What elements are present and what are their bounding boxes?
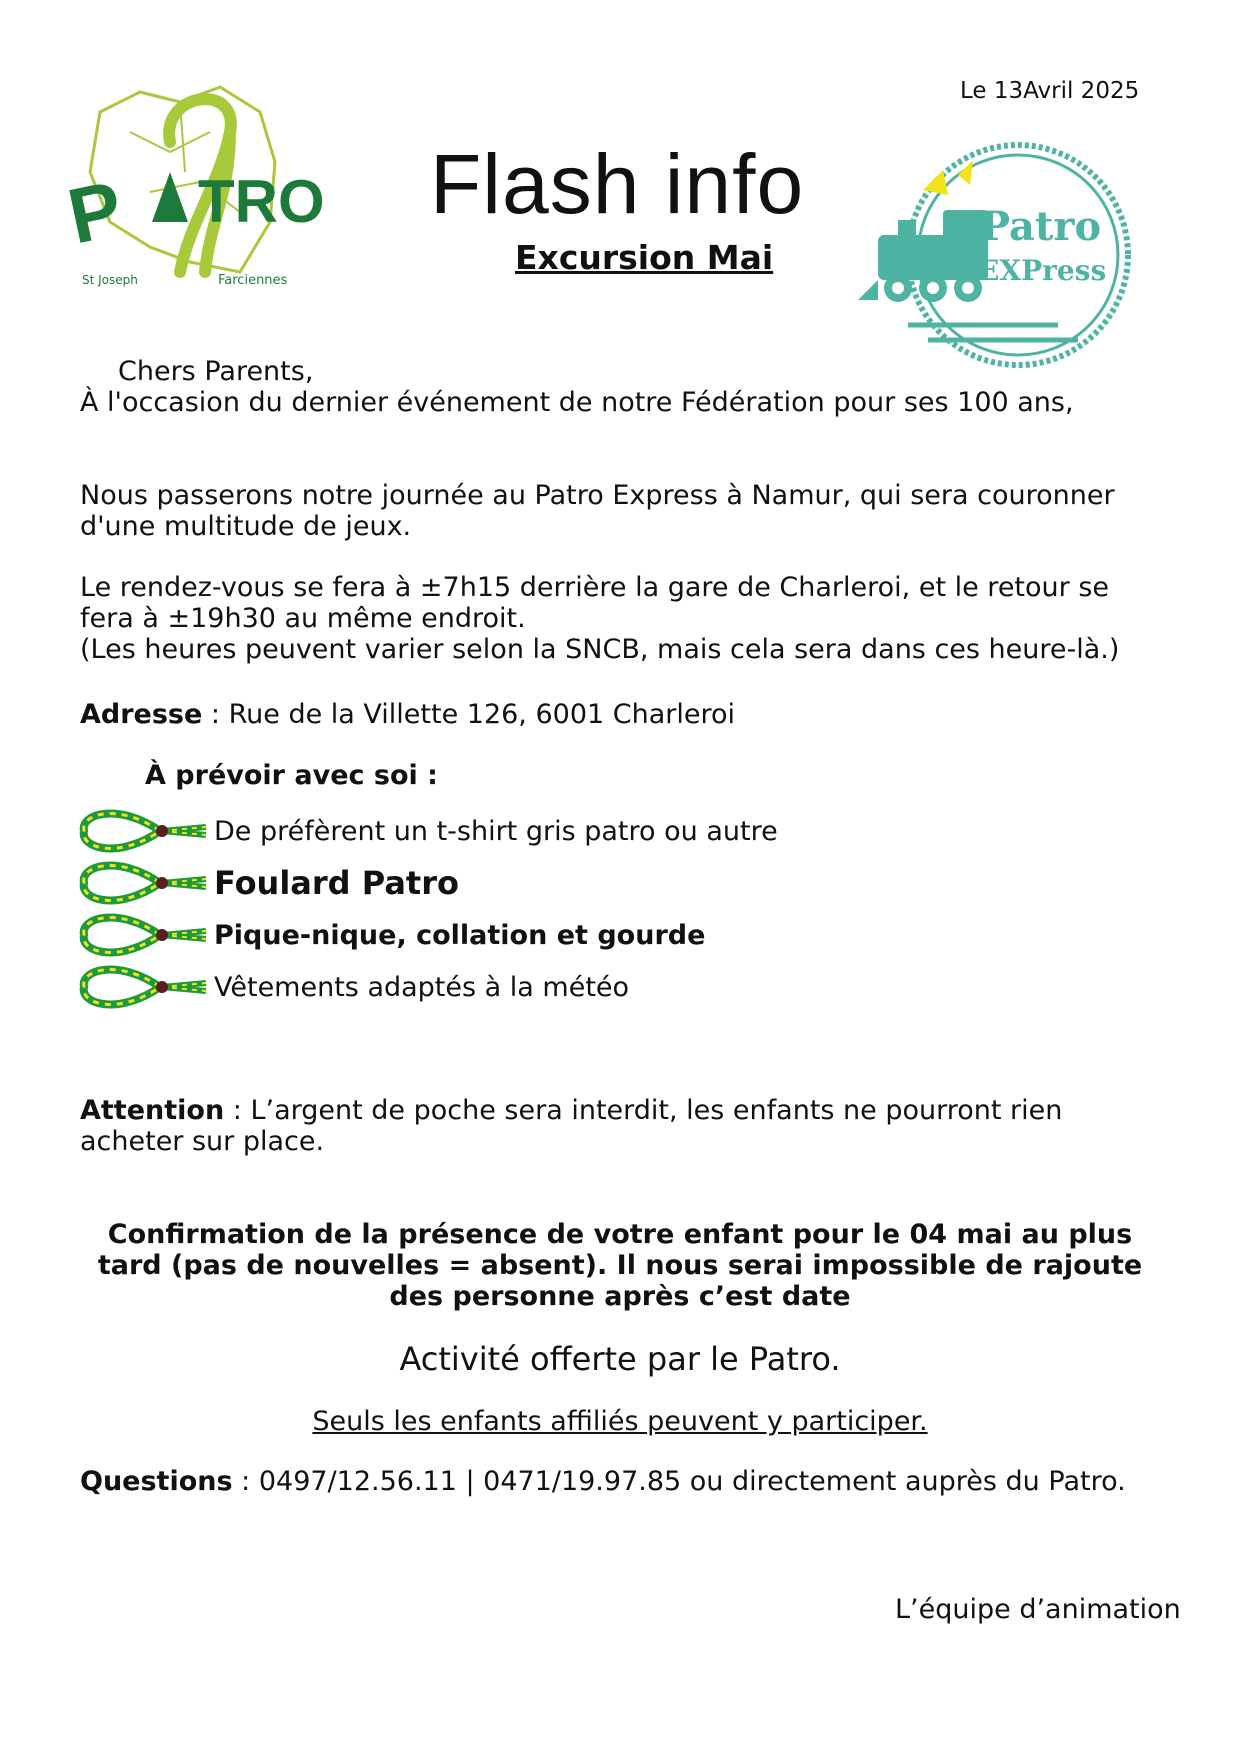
patro-express-line2: EXPress	[978, 254, 1107, 287]
scarf-icon	[80, 860, 208, 906]
eligibility-note	[0, 1406, 1240, 1437]
questions-label: Questions	[80, 1466, 233, 1497]
paragraph-schedule	[80, 572, 1170, 665]
page-title: Flash info	[430, 137, 805, 231]
list-item-label: De préfèrent un t-shirt gris patro ou autre	[214, 815, 778, 847]
eligibility-text: Seuls les enfants affiliés peuvent y participer.	[312, 1406, 928, 1437]
patro-express-line1: Patro	[980, 203, 1102, 250]
warning-text: : L’argent de poche sera interdit, les enfants ne pourront rien acheter sur place.	[80, 1095, 1063, 1157]
greeting: Chers Parents,	[118, 356, 314, 387]
list-item-label: Foulard Patro	[214, 864, 459, 902]
paragraph-destination: Nous passerons notre journée au Patro Express à Namur, qui sera couronner d'une multitude de jeux.	[80, 480, 1115, 542]
letter-date: Le 13Avril 2025	[960, 78, 1140, 104]
address-line	[80, 699, 735, 730]
questions-line	[80, 1466, 1126, 1497]
patro-logo	[60, 72, 325, 302]
list-item	[80, 808, 778, 854]
schedule-line: Le rendez-vous se fera à ±7h15 derrière la gare de Charleroi, et le retour se fera à ±19h30 au même endroit.	[80, 572, 1110, 634]
patro-logo-subtext-right: Farciennes	[218, 273, 288, 288]
schedule-note: (Les heures peuvent varier selon la SNCB, mais cela sera dans ces heure-là.)	[80, 634, 1120, 665]
list-item	[80, 964, 629, 1010]
intro-line: À l'occasion du dernier événement de notre Fédération pour ses 100 ans,	[80, 387, 1074, 418]
address-label: Adresse	[80, 699, 203, 730]
offer-line: Activité offerte par le Patro.	[399, 1340, 841, 1378]
page-subtitle: Excursion Mai	[515, 238, 774, 277]
list-item-label: Vêtements adaptés à la météo	[214, 971, 630, 1003]
patro-logo-text-tro: TRO	[198, 168, 325, 235]
patro-logo-text-p: P	[60, 163, 130, 261]
signature: L’équipe d’animation	[895, 1594, 1181, 1625]
patro-logo-subtext-left: St Joseph	[82, 273, 138, 287]
patro-express-logo	[848, 140, 1133, 370]
questions-text: : 0497/12.56.11 | 0471/19.97.85 ou directement auprès du Patro.	[241, 1466, 1126, 1497]
scarf-icon	[80, 912, 208, 958]
bring-title: À prévoir avec soi :	[145, 760, 438, 791]
scarf-icon	[80, 808, 208, 854]
address-value: : Rue de la Villette 126, 6001 Charleroi	[210, 699, 736, 730]
scarf-icon	[80, 964, 208, 1010]
list-item	[80, 912, 705, 958]
list-item	[80, 860, 459, 906]
warning-label: Attention	[80, 1095, 225, 1126]
list-item-label: Pique-nique, collation et gourde	[214, 919, 706, 951]
warning	[80, 1095, 1160, 1157]
confirmation-notice: Confirmation de la présence de votre enfant pour le 04 mai au plus tard (pas de nouvelles = absent). Il nous serai impossible de rajoute des personne après c’est date	[97, 1219, 1143, 1312]
